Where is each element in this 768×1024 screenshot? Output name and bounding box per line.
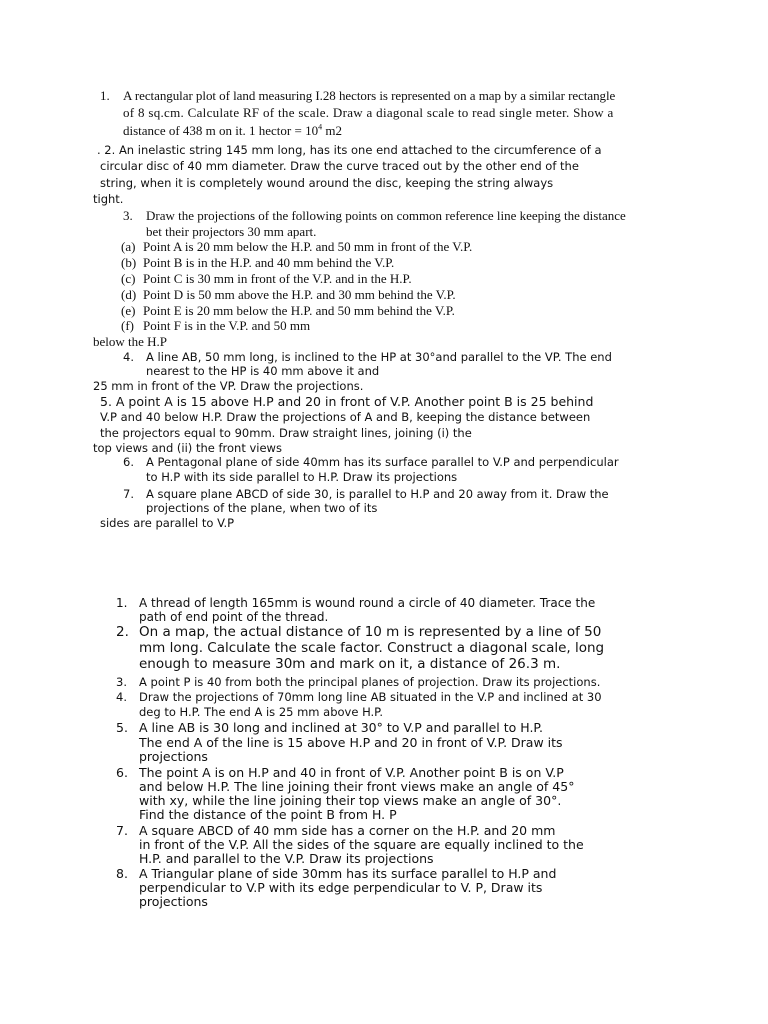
q3-item-a: Point A is 20 mm below the H.P. and 50 mm in front of the V.P. [143, 239, 473, 254]
q3-item-d: Point D is 50 mm above the H.P. and 30 mm behind the V.P. [143, 287, 456, 302]
q4-line-2: nearest to the HP is 40 mm above it and [146, 364, 380, 378]
q1-line-2: of 8 sq.cm. Calculate RF of the scale. Draw a diagonal scale to read single meter. Show a [123, 105, 614, 120]
q3-item-a-label: (a) [121, 239, 136, 254]
q3-item-c-label: (c) [121, 271, 136, 286]
q6-number: 6. [123, 455, 134, 469]
q3-line-2: bet their projectors 30 mm apart. [146, 224, 317, 239]
q2-line-3: string, when it is completely wound around the disc, keeping the string always [100, 176, 554, 190]
b4-line-1: Draw the projections of 70mm long line AB situated in the V.P and inclined at 30 [139, 690, 602, 704]
b2-number: 2. [116, 624, 129, 640]
q3-line-1: Draw the projections of the following points on common reference line keeping the distance [146, 208, 626, 223]
b5-line-1: A line AB is 30 long and inclined at 30° to V.P and parallel to H.P. [139, 720, 543, 735]
b5-line-3: projections [139, 749, 208, 764]
q3-item-e: Point E is 20 mm below the H.P. and 50 mm behind the V.P. [143, 303, 455, 318]
b4-number: 4. [116, 690, 127, 704]
b6-number: 6. [116, 765, 128, 780]
q7-number: 7. [123, 487, 134, 501]
b8-number: 8. [116, 866, 128, 881]
q3-item-f-label: (f) [121, 318, 134, 333]
b1-line-1: A thread of length 165mm is wound round a circle of 40 diameter. Trace the [139, 596, 596, 610]
b6-line-3: with xy, while the line joining their top views make an angle of 30°. [139, 793, 562, 808]
q1-number: 1. [100, 88, 110, 103]
b7-line-3: H.P. and parallel to the V.P. Draw its projections [139, 851, 434, 866]
q7-line-3: sides are parallel to V.P [100, 516, 235, 530]
q3-item-d-label: (d) [121, 287, 137, 302]
q5-line-2: V.P and 40 below H.P. Draw the projections of A and B, keeping the distance between [100, 410, 591, 424]
b3-number: 3. [116, 675, 127, 689]
q6-line-1: A Pentagonal plane of side 40mm has its surface parallel to V.P and perpendicular [146, 455, 619, 469]
q5-line-3: the projectors equal to 90mm. Draw straight lines, joining (i) the [100, 426, 472, 440]
b4-line-2: deg to H.P. The end A is 25 mm above H.P. [139, 705, 383, 719]
q5-line-4: top views and (ii) the front views [93, 441, 282, 455]
q6-line-2: to H.P with its side parallel to H.P. Draw its projections [146, 470, 458, 484]
b7-line-2: in front of the V.P. All the sides of the square are equally inclined to the [139, 837, 584, 852]
b2-line-3: enough to measure 30m and mark on it, a distance of 26.3 m. [139, 656, 561, 672]
q3-item-b: Point B is in the H.P. and 40 mm behind the V.P. [143, 255, 395, 270]
q3-item-c: Point C is 30 mm in front of the V.P. and in the H.P. [143, 271, 412, 286]
q4-number: 4. [123, 350, 134, 364]
q7-line-1: A square plane ABCD of side 30, is parallel to H.P and 20 away from it. Draw the [146, 487, 609, 501]
b6-line-2: and below H.P. The line joining their front views make an angle of 45° [139, 779, 575, 794]
q1-line-1: A rectangular plot of land measuring I.28 hectors is represented on a map by a similar rectangle [123, 88, 616, 103]
b1-number: 1. [116, 596, 128, 610]
q4-line-1: A line AB, 50 mm long, is inclined to the HP at 30°and parallel to the VP. The end [146, 350, 612, 364]
b7-number: 7. [116, 823, 128, 838]
q7-line-2: projections of the plane, when two of its [146, 501, 378, 515]
b1-line-2: path of end point of the thread. [139, 610, 329, 624]
b8-line-3: projections [139, 894, 208, 909]
b5-number: 5. [116, 720, 128, 735]
q2-line-2: circular disc of 40 mm diameter. Draw the curve traced out by the other end of the [100, 159, 579, 173]
q1-line-3: distance of 438 m on it. 1 hector = $10^4$ m2 [123, 122, 342, 138]
q3-item-e-label: (e) [121, 303, 136, 318]
b2-line-1: On a map, the actual distance of 10 m is represented by a line of 50 [139, 624, 602, 640]
q3-item-b-label: (b) [121, 255, 137, 270]
b7-line-1: A square ABCD of 40 mm side has a corner on the H.P. and 20 mm [139, 823, 556, 838]
b5-line-2: The end A of the line is 15 above H.P and 20 in front of V.P. Draw its [139, 735, 563, 750]
q3-item-f: Point F is in the V.P. and 50 mm [143, 318, 311, 333]
b6-line-4: Find the distance of the point B from H. P [139, 807, 397, 822]
q2-line-4: tight. [93, 192, 124, 206]
b3-line-1: A point P is 40 from both the principal planes of projection. Draw its projections. [139, 675, 601, 689]
q5-line-1: 5. A point A is 15 above H.P and 20 in front of V.P. Another point B is 25 behind [100, 394, 594, 409]
b2-line-2: mm long. Calculate the scale factor. Construct a diagonal scale, long [139, 640, 605, 656]
b8-line-2: perpendicular to V.P with its edge perpendicular to V. P, Draw its [139, 880, 543, 895]
q3-tail: below the H.P [93, 334, 168, 349]
b6-line-1: The point A is on H.P and 40 in front of V.P. Another point B is on V.P [139, 765, 564, 780]
q2-line-1: . 2. An inelastic string 145 mm long, has its one end attached to the circumference of a [97, 143, 602, 157]
b8-line-1: A Triangular plane of side 30mm has its surface parallel to H.P and [139, 866, 557, 881]
q4-line-3: 25 mm in front of the VP. Draw the projections. [93, 379, 364, 393]
q3-number: 3. [123, 208, 133, 223]
